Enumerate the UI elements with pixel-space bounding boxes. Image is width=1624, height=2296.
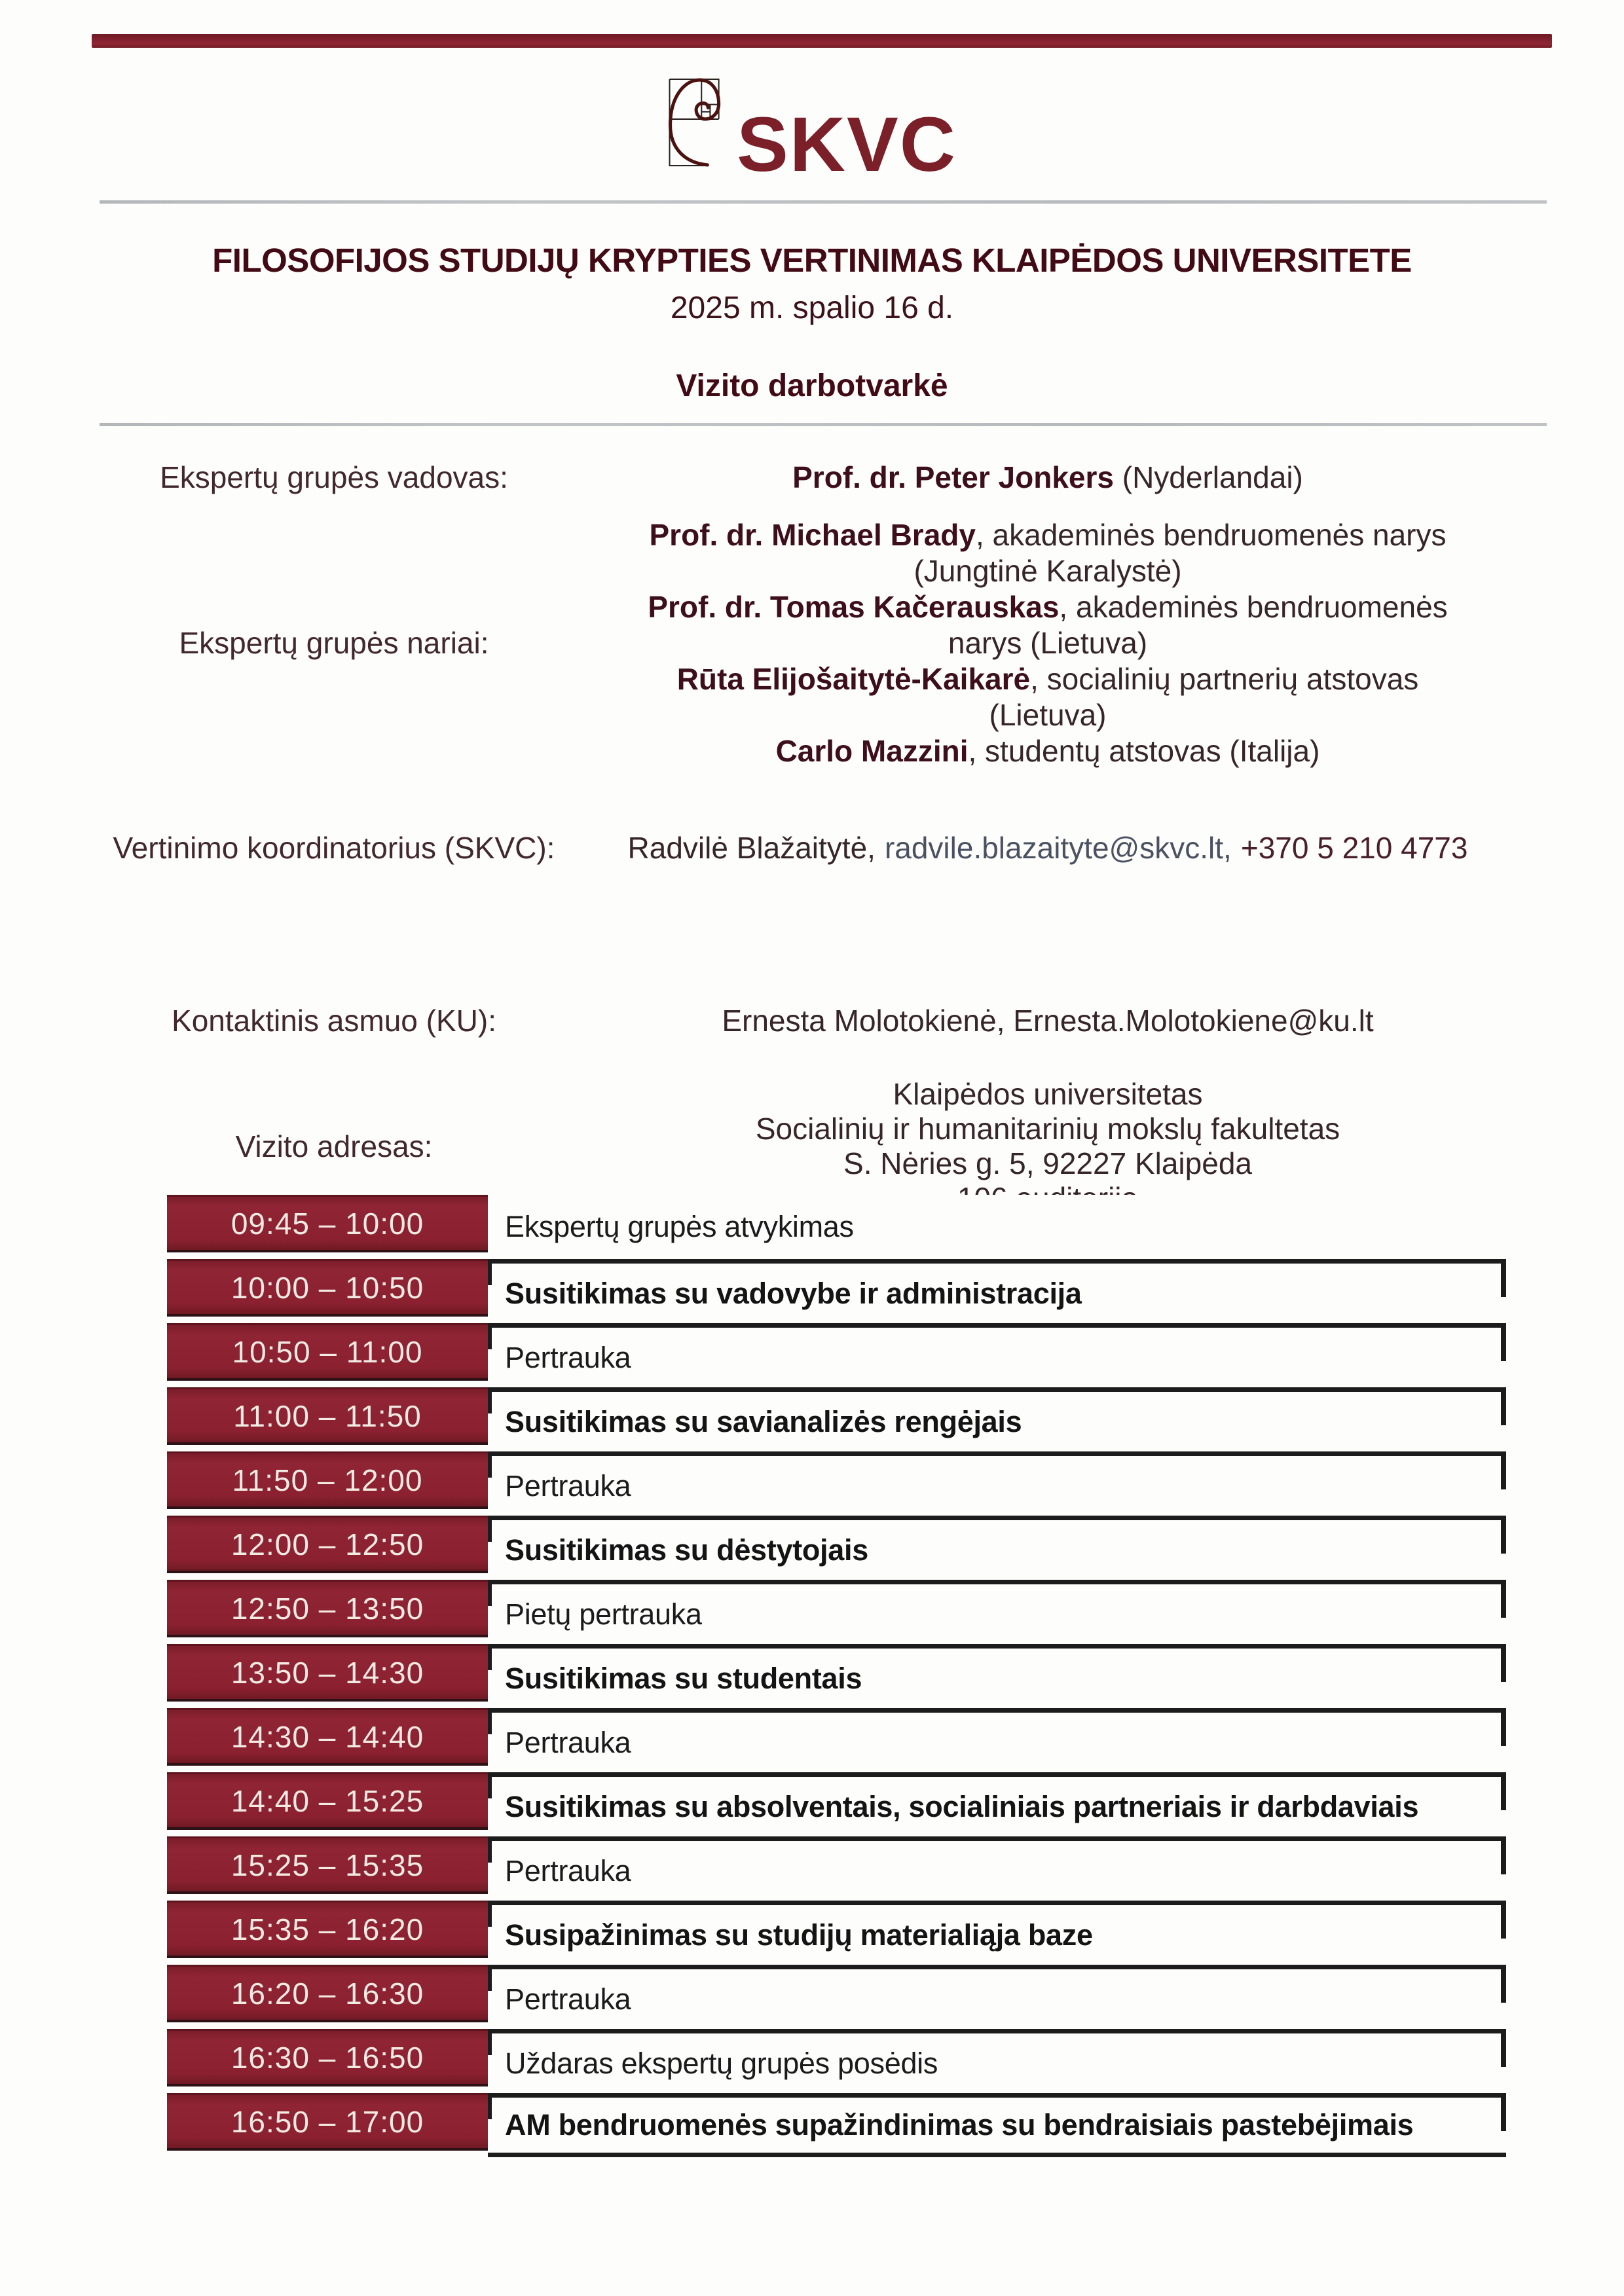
schedule-activity-cell: Susitikimas su vadovybe ir administracija — [488, 1259, 1506, 1323]
coordinator-phone: +370 5 210 4773 — [1240, 831, 1468, 865]
schedule-activity-cell: Pertrauka — [488, 1451, 1506, 1516]
event-date: 2025 m. spalio 16 d. — [670, 291, 954, 325]
schedule-time-cell: 11:50 – 12:00 — [167, 1451, 488, 1509]
schedule-time-cell: 15:35 – 16:20 — [167, 1901, 488, 1958]
schedule-activity-cell: Susipažinimas su studijų materialiąja baze — [488, 1901, 1506, 1965]
contact-label: Kontaktinis asmuo (KU): — [172, 1004, 496, 1038]
schedule-row — [167, 1836, 1506, 1901]
schedule-row — [167, 2029, 1506, 2093]
schedule-activity-cell: AM bendruomenės supažindinimas su bendraisiais pastebėjimais — [488, 2093, 1506, 2157]
skvc-logo — [667, 77, 957, 188]
member-item — [570, 733, 1526, 769]
address-line: Socialinių ir humanitarinių mokslų fakultetas — [755, 1112, 1340, 1146]
member-item — [570, 589, 1526, 661]
leader-value — [570, 460, 1526, 496]
contact-row — [98, 1003, 1526, 1039]
leader-name: Prof. dr. Peter Jonkers — [792, 460, 1114, 494]
schedule-activity-cell: Pertrauka — [488, 1836, 1506, 1901]
schedule-time-cell: 16:20 – 16:30 — [167, 1965, 488, 2022]
schedule-time-cell: 10:00 – 10:50 — [167, 1259, 488, 1317]
divider-under-subtitle — [100, 423, 1547, 426]
schedule-row — [167, 1195, 1506, 1259]
member-line2: (Lietuva) — [989, 698, 1107, 732]
coordinator-value — [570, 830, 1526, 866]
address-label: Vizito adresas: — [235, 1129, 433, 1163]
divider-under-logo — [100, 200, 1547, 204]
coordinator-email: radvile.blazaityte@skvc.lt, — [884, 831, 1232, 865]
schedule-time-cell: 09:45 – 10:00 — [167, 1195, 488, 1252]
schedule-row — [167, 2093, 1506, 2157]
schedule-time-cell: 16:50 – 17:00 — [167, 2093, 488, 2151]
agenda-subtitle: Vizito darbotvarkė — [676, 369, 948, 403]
schedule-time-cell: 13:50 – 14:30 — [167, 1644, 488, 1702]
schedule-activity-cell: Pertrauka — [488, 1708, 1506, 1772]
member-line2: (Jungtinė Karalystė) — [913, 554, 1182, 588]
schedule-activity-cell: Pertrauka — [488, 1965, 1506, 2029]
member-role: , akademinės bendruomenės — [1059, 590, 1448, 624]
schedule-time-cell: 11:00 – 11:50 — [167, 1387, 488, 1445]
schedule-row — [167, 1965, 1506, 2029]
coordinator-label: Vertinimo koordinatorius (SKVC): — [113, 831, 555, 865]
schedule-time-cell: 15:25 – 15:35 — [167, 1836, 488, 1894]
leader-label: Ekspertų grupės vadovas: — [160, 460, 508, 494]
leader-row — [98, 460, 1526, 496]
schedule-row — [167, 1516, 1506, 1580]
member-name: Prof. dr. Michael Brady — [649, 518, 976, 552]
schedule-row — [167, 1259, 1506, 1323]
logo-text: SKVC — [737, 101, 957, 188]
schedule-activity-cell: Pietų pertrauka — [488, 1580, 1506, 1644]
schedule-row — [167, 1708, 1506, 1772]
golden-spiral-icon — [667, 77, 721, 168]
schedule-row — [167, 1451, 1506, 1516]
address-line: S. Nėries g. 5, 92227 Klaipėda — [843, 1146, 1252, 1180]
schedule-activity-cell: Ekspertų grupės atvykimas — [488, 1195, 1506, 1259]
schedule-activity-cell: Susitikimas su savianalizės rengėjais — [488, 1387, 1506, 1451]
schedule-time-cell: 14:30 – 14:40 — [167, 1708, 488, 1766]
schedule-row — [167, 1580, 1506, 1644]
schedule-activity-cell: Susitikimas su studentais — [488, 1644, 1506, 1708]
schedule-row — [167, 1901, 1506, 1965]
schedule-row — [167, 1772, 1506, 1836]
schedule-time-cell: 10:50 – 11:00 — [167, 1323, 488, 1381]
leader-country: (Nyderlandai) — [1113, 460, 1303, 494]
member-name: Rūta Elijošaitytė-Kaikarė — [676, 662, 1031, 696]
coordinator-name: Radvilė Blažaitytė, — [627, 831, 876, 865]
members-label: Ekspertų grupės nariai: — [179, 626, 489, 660]
schedule-table — [167, 1195, 1506, 2157]
coordinator-row — [98, 830, 1526, 866]
member-role: , socialinių partnerių atstovas — [1030, 662, 1419, 696]
schedule-activity-cell: Uždaras ekspertų grupės posėdis — [488, 2029, 1506, 2093]
member-item — [570, 661, 1526, 733]
schedule-activity-cell: Susitikimas su absolventais, socialiniais partneriais ir darbdaviais — [488, 1772, 1506, 1836]
members-row — [98, 517, 1526, 769]
member-role: , studentų atstovas (Italija) — [968, 734, 1320, 768]
schedule-activity-cell: Pertrauka — [488, 1323, 1506, 1387]
schedule-time-cell: 14:40 – 15:25 — [167, 1772, 488, 1830]
contact-value: Ernesta Molotokienė, Ernesta.Molotokiene@ku.lt — [722, 1004, 1374, 1038]
top-bar-decoration — [92, 34, 1552, 48]
schedule-time-cell: 16:30 – 16:50 — [167, 2029, 488, 2086]
member-line2: narys (Lietuva) — [948, 626, 1148, 660]
schedule-row — [167, 1323, 1506, 1387]
schedule-row — [167, 1387, 1506, 1451]
member-role: , akademinės bendruomenės narys — [975, 518, 1447, 552]
member-name: Carlo Mazzini — [775, 734, 969, 768]
member-item — [570, 517, 1526, 589]
schedule-activity-cell: Susitikimas su dėstytojais — [488, 1516, 1506, 1580]
members-list — [570, 517, 1526, 769]
schedule-row — [167, 1644, 1506, 1708]
schedule-time-cell: 12:00 – 12:50 — [167, 1516, 488, 1573]
address-line: Klaipėdos universitetas — [893, 1077, 1203, 1111]
page-title: FILOSOFIJOS STUDIJŲ KRYPTIES VERTINIMAS KLAIPĖDOS UNIVERSITETE — [212, 242, 1412, 279]
member-name: Prof. dr. Tomas Kačerauskas — [648, 590, 1060, 624]
schedule-time-cell: 12:50 – 13:50 — [167, 1580, 488, 1637]
